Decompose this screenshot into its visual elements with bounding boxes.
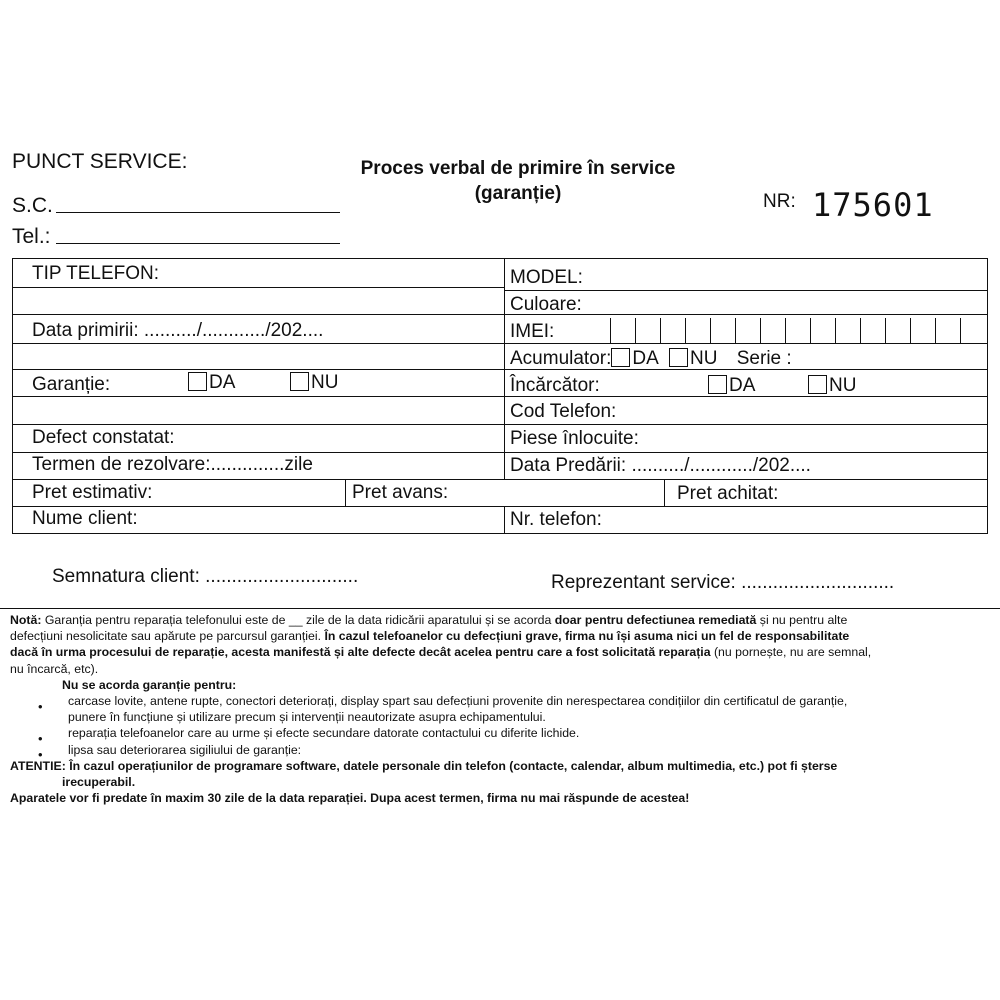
nota-bold: dacă în urma procesului de reparație, acesta manifestă și alte defecte decât acelea pentru care a fost solicitată reparația: [10, 645, 711, 660]
nota-text: defecțiuni nesolicitate sau apărute pe parcursul garanției.: [10, 629, 325, 644]
imei-digit-box[interactable]: [635, 318, 636, 344]
terms-notes: [10, 612, 988, 806]
column-divider: [504, 506, 505, 533]
incarcator-nu-option: [808, 375, 856, 397]
nr-label: NR:: [763, 191, 796, 212]
document-title: Proces verbal de primire în service: [360, 158, 676, 179]
pret-achitat-label: Pret achitat:: [677, 483, 779, 504]
acumulator-da-checkbox[interactable]: [611, 348, 630, 367]
imei-digit-box[interactable]: [735, 318, 736, 344]
acumulator-nu-label: NU: [690, 348, 718, 369]
column-divider: [345, 479, 346, 506]
tel-input-line[interactable]: [56, 243, 340, 244]
pret-avans-label: Pret avans:: [352, 482, 449, 503]
row-divider: [13, 396, 504, 397]
acumulator-label: Acumulator:: [510, 348, 612, 369]
bullet-dot: •: [38, 747, 43, 762]
document-number: 175601: [812, 186, 934, 224]
garantie-label: Garanție:: [32, 374, 111, 395]
sc-label: S.C.: [12, 194, 53, 217]
serie-label: Serie :: [736, 348, 792, 369]
acumulator-nu-checkbox[interactable]: [669, 348, 688, 367]
tip-telefon-label: TIP TELEFON:: [32, 263, 160, 284]
row-divider: [13, 424, 987, 425]
row-divider: [13, 506, 987, 507]
bullet-dot: •: [38, 699, 43, 714]
acumulator-row: [510, 348, 792, 370]
row-divider: [504, 290, 987, 291]
row-divider: [13, 369, 987, 370]
imei-digit-box[interactable]: [885, 318, 886, 344]
notes-separator: [0, 608, 1000, 609]
nota-line-4: nu încarcă, etc).: [10, 661, 99, 676]
row-divider: [13, 314, 987, 315]
nota-label: Notă:: [10, 613, 42, 627]
defect-constatat-label: Defect constatat:: [32, 427, 175, 448]
row-divider: [13, 479, 987, 480]
document-subtitle: (garanție): [474, 183, 562, 204]
data-primirii-label: Data primirii: ........../............/202....: [32, 320, 324, 341]
tel-label: Tel.:: [12, 225, 51, 248]
imei-digit-box[interactable]: [935, 318, 936, 344]
column-divider: [504, 259, 505, 479]
garantie-da-checkbox[interactable]: [188, 372, 207, 391]
termen-rezolvare-label: Termen de rezolvare:..............zile: [32, 454, 313, 475]
pret-estimativ-label: Pret estimativ:: [32, 482, 153, 503]
bullet-2: reparația telefoanelor care au urme și efecte secundare datorate contactului cu diferite lichide.: [68, 726, 580, 741]
representative-signature-line: Reprezentant service: .............................: [551, 572, 895, 593]
nota-line-3: [10, 644, 988, 660]
row-divider: [13, 287, 504, 288]
bullet-1-line-2: punere în funcțiune și utilizare precum și intervenții neautorizate asupra echipamentului.: [68, 710, 546, 725]
imei-digit-box[interactable]: [810, 318, 811, 344]
atentie-line-2: irecuperabil.: [62, 775, 136, 790]
acumulator-da-label: DA: [632, 348, 658, 369]
incarcator-da-checkbox[interactable]: [708, 375, 727, 394]
imei-digit-box[interactable]: [610, 318, 611, 344]
imei-label: IMEI:: [510, 321, 555, 342]
culoare-label: Culoare:: [510, 294, 582, 315]
model-label: MODEL:: [510, 267, 583, 288]
nota-bold: În cazul telefoanelor cu defecțiuni grave, firma nu își asuma nici un fel de responsabilitate: [324, 629, 850, 644]
imei-digit-box[interactable]: [710, 318, 711, 344]
bullet-dot: •: [38, 731, 43, 746]
nr-telefon-label: Nr. telefon:: [510, 509, 602, 530]
nota-line-1: [10, 612, 988, 628]
nota-text: și nu pentru alte: [756, 613, 848, 627]
incarcator-label: Încărcător:: [510, 375, 600, 396]
no-warranty-heading: Nu se acorda garanție pentru:: [62, 677, 237, 692]
garantie-nu-option: [290, 372, 338, 394]
imei-digit-box[interactable]: [685, 318, 686, 344]
client-signature-line: Semnatura client: .............................: [52, 566, 359, 587]
data-predarii-label: Data Predării: ........../............/202....: [510, 455, 811, 476]
nota-line-2: [10, 628, 988, 644]
atentie-line-1: ATENTIE: În cazul operațiunilor de programare software, datele personale din telefon (contacte, calendar, album multimedia, etc.) pot fi șterse: [10, 758, 838, 773]
incarcator-nu-label: NU: [829, 375, 857, 396]
imei-digit-box[interactable]: [660, 318, 661, 344]
row-divider: [13, 343, 504, 344]
garantie-nu-checkbox[interactable]: [290, 372, 309, 391]
incarcator-da-label: DA: [729, 375, 756, 396]
imei-digit-box[interactable]: [960, 318, 961, 344]
bullet-1-line-1: carcase lovite, antene rupte, conectori deteriorați, display spart sau defecțiuni provenite din nerespectarea condițiilor din certificatul de garanție,: [68, 694, 848, 709]
imei-digit-box[interactable]: [835, 318, 836, 344]
service-point-label: PUNCT SERVICE:: [12, 150, 188, 173]
row-divider: [13, 452, 987, 453]
aparatele-note: Aparatele vor fi predate în maxim 30 zile de la data reparației. Dupa acest termen, firma nu mai răspunde de acestea!: [10, 791, 690, 806]
bullet-3: lipsa sau deteriorarea sigiliului de garanție:: [68, 742, 302, 757]
incarcator-da-option: [708, 375, 755, 397]
nota-text: (nu pornește, nu are semnal,: [710, 645, 872, 660]
imei-digit-box[interactable]: [785, 318, 786, 344]
imei-digit-box[interactable]: [860, 318, 861, 344]
incarcator-nu-checkbox[interactable]: [808, 375, 827, 394]
piese-inlocuite-label: Piese înlocuite:: [510, 428, 639, 449]
imei-digit-box[interactable]: [910, 318, 911, 344]
cod-telefon-label: Cod Telefon:: [510, 401, 617, 422]
column-divider: [664, 479, 665, 506]
imei-digit-box[interactable]: [760, 318, 761, 344]
garantie-da-label: DA: [209, 372, 236, 393]
nota-bold: doar pentru defectiunea remediată: [554, 613, 757, 627]
garantie-da-option: [188, 372, 235, 394]
nume-client-label: Nume client:: [32, 508, 138, 529]
nota-text: Garanția pentru reparația telefonului este de __ zile de la data ridicării aparatului și se acorda: [41, 613, 555, 627]
garantie-nu-label: NU: [311, 372, 339, 393]
sc-input-line[interactable]: [56, 212, 340, 213]
row-divider: [504, 343, 987, 344]
